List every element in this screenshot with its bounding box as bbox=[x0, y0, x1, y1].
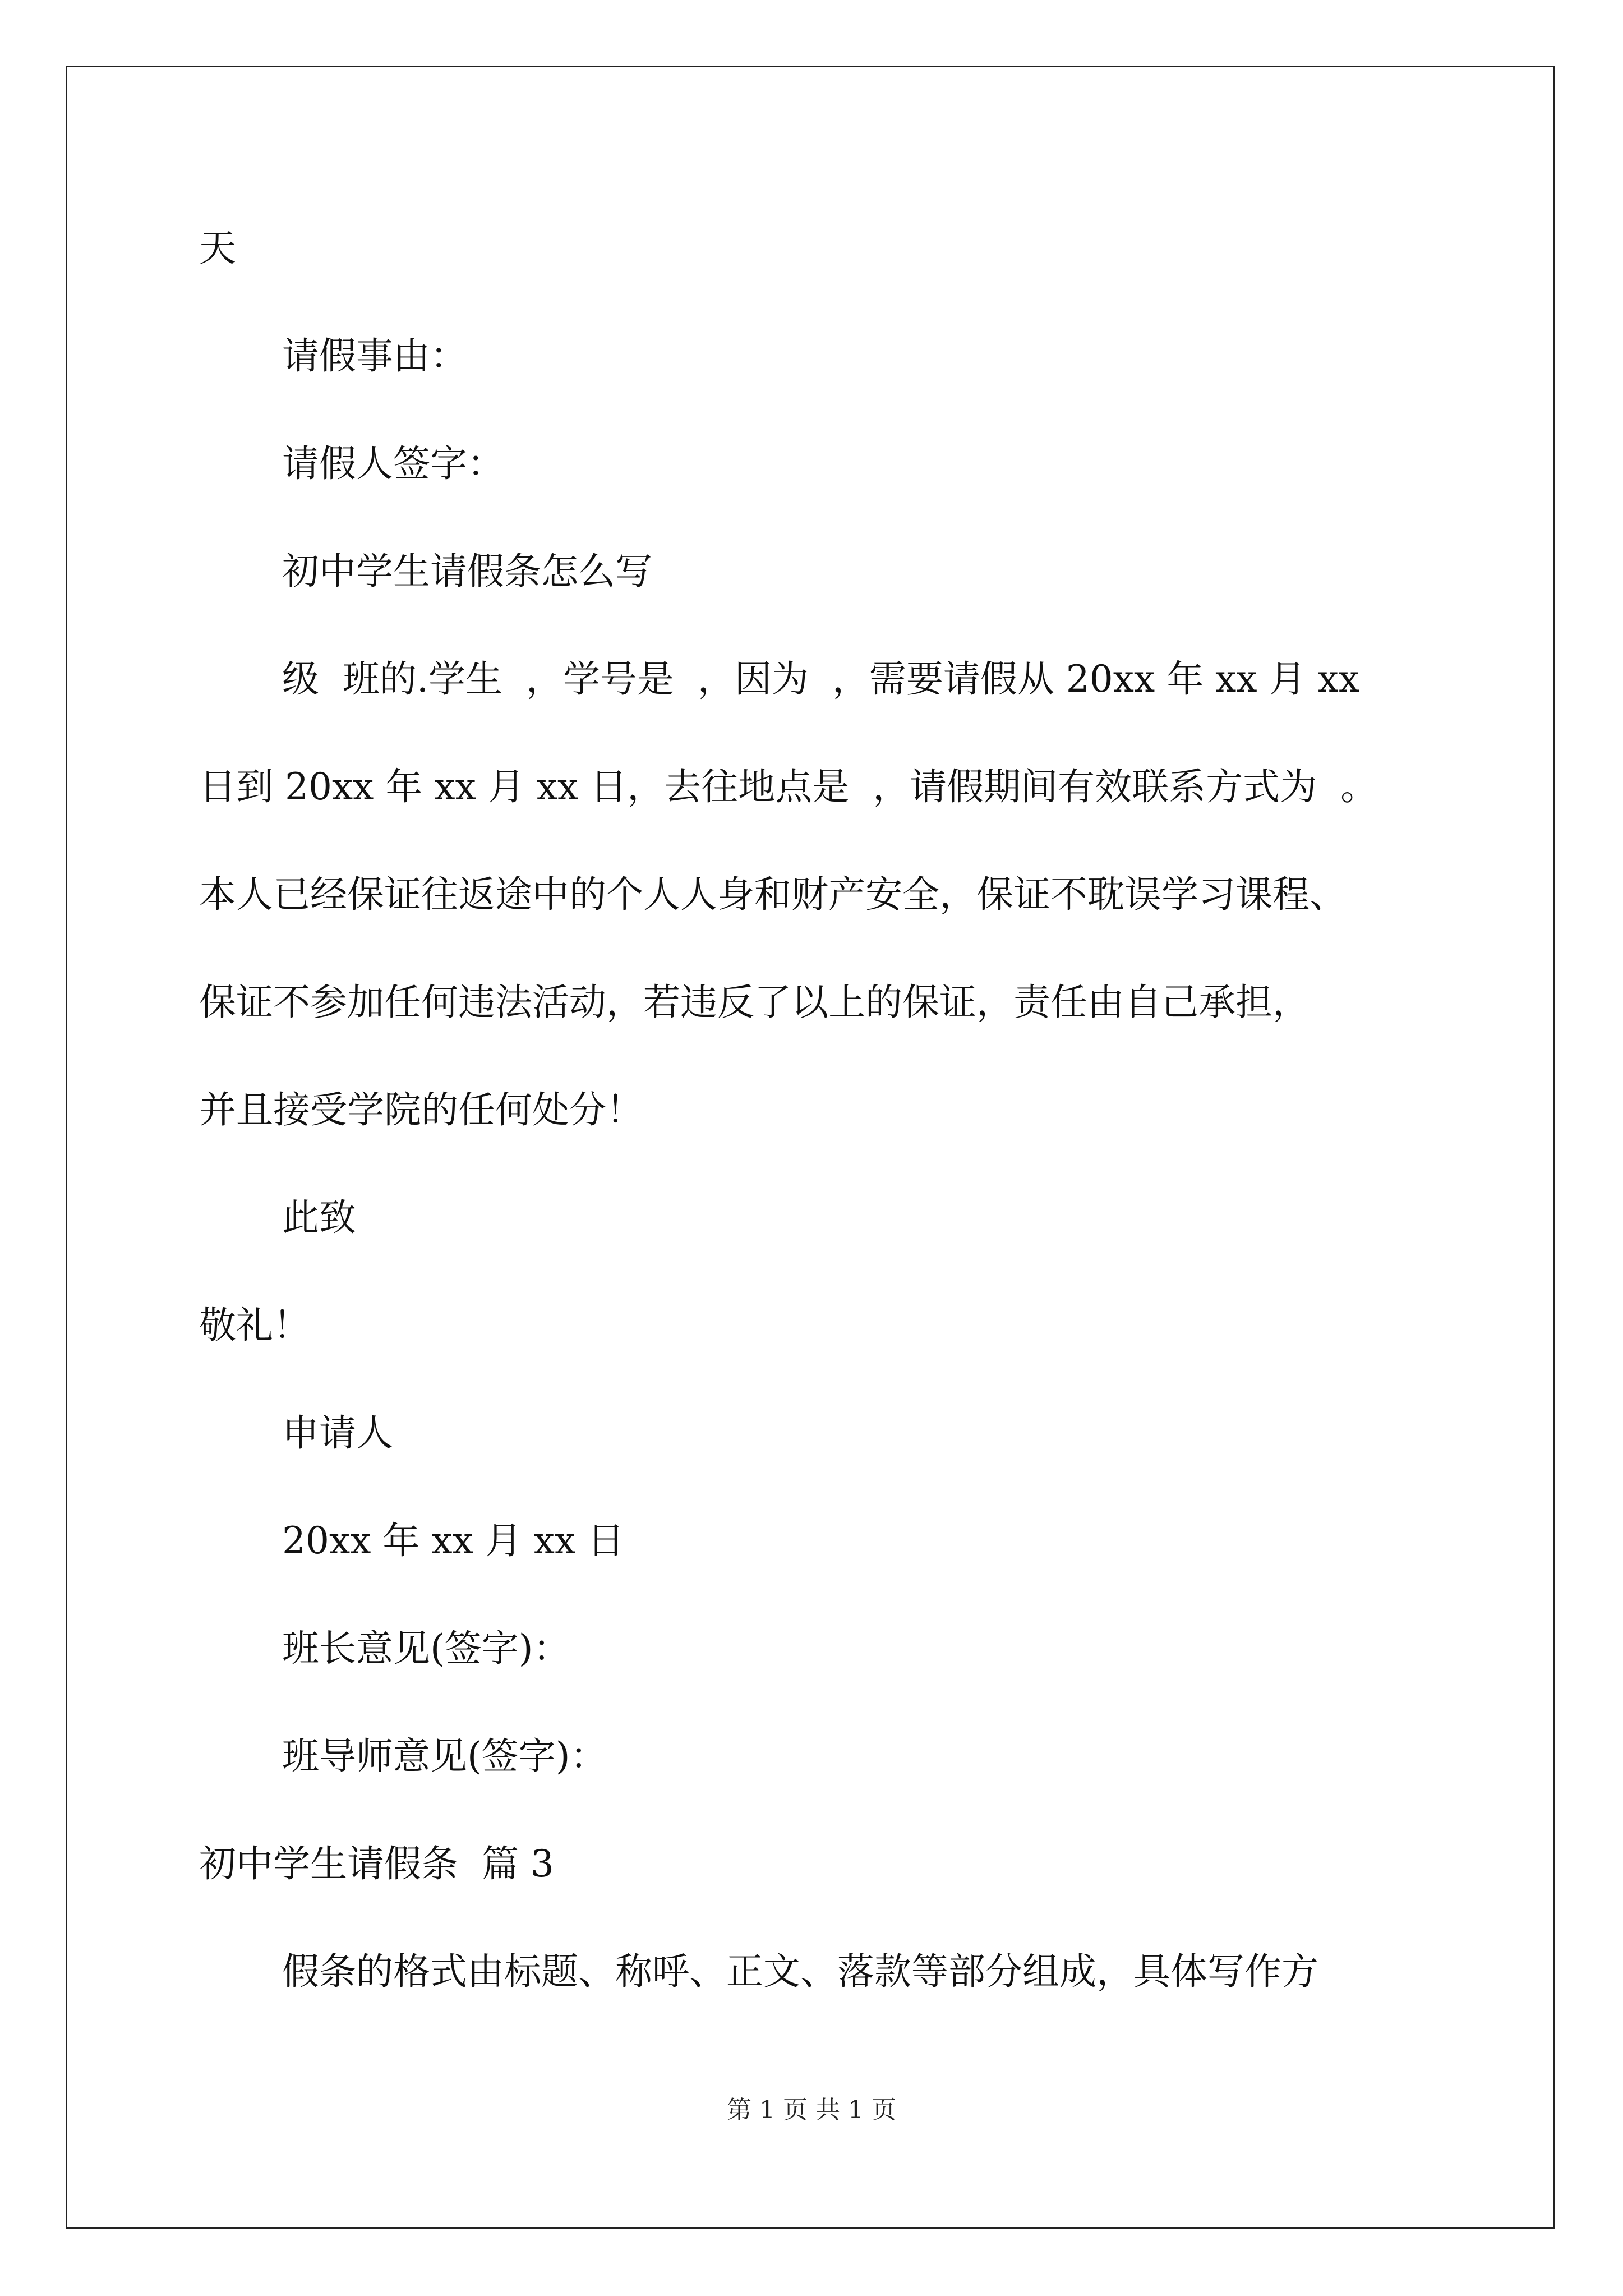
text-line: 班导师意见(签字)： bbox=[282, 1734, 607, 1778]
text-line: 敬礼！ bbox=[199, 1304, 310, 1347]
page-border bbox=[66, 66, 1555, 2229]
text-line: 请假事由： bbox=[282, 334, 467, 378]
text-line: 假条的格式由标题、称呼、正文、落款等部分组成，具体写作方 bbox=[282, 1950, 1318, 1993]
text-line: 此致 bbox=[282, 1196, 356, 1239]
text-line: 并且接受学院的任何处分！ bbox=[199, 1088, 643, 1131]
text-line: 班长意见(签字)： bbox=[282, 1627, 570, 1670]
text-line: 级 班的.学生 ，学号是 ，因为 ，需要请假从 20xx 年 xx 月 xx bbox=[282, 657, 1360, 701]
text-line: 申请人 bbox=[282, 1411, 393, 1455]
text-line: 请假人签字： bbox=[282, 442, 504, 485]
section-heading: 初中学生请假条怎么写 bbox=[282, 550, 652, 593]
text-line: 本人已经保证往返途中的个人人身和财产安全，保证不耽误学习课程、 bbox=[199, 873, 1347, 916]
text-line: 20xx 年 xx 月 xx 日 bbox=[282, 1519, 625, 1562]
section-heading: 初中学生请假条 篇 3 bbox=[199, 1842, 554, 1885]
page-number: 第 1 页 共 1 页 bbox=[727, 2096, 896, 2124]
text-line: 日到 20xx 年 xx 月 xx 日，去往地点是 ，请假期间有效联系方式为 。 bbox=[199, 765, 1378, 808]
text-line: 天 bbox=[199, 227, 236, 270]
text-line: 保证不参加任何违法活动，若违反了以上的保证，责任由自己承担， bbox=[199, 981, 1310, 1024]
